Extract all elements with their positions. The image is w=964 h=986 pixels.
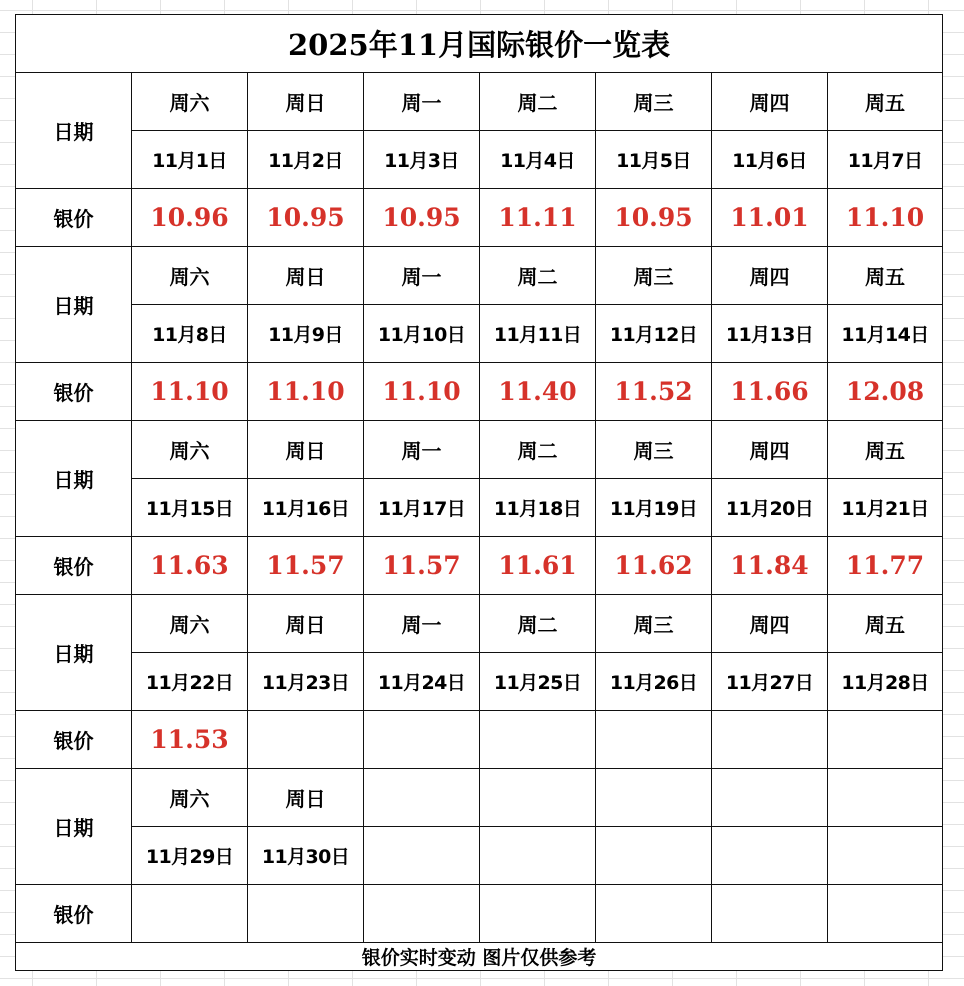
date-cell: 11月28日	[828, 653, 943, 711]
price-cell: 11.77	[828, 537, 943, 595]
weekday-cell	[596, 769, 712, 827]
price-row-label: 银价	[16, 537, 132, 595]
date-row-label: 日期	[16, 73, 132, 189]
date-row-label: 日期	[16, 247, 132, 363]
weekday-cell: 周二	[480, 247, 596, 305]
weekday-row	[16, 769, 943, 827]
price-cell: 11.01	[712, 189, 828, 247]
date-cell: 11月6日	[712, 131, 828, 189]
date-cell	[712, 827, 828, 885]
date-cell: 11月27日	[712, 653, 828, 711]
weekday-cell: 周六	[132, 595, 248, 653]
price-cell: 12.08	[828, 363, 943, 421]
date-cell: 11月1日	[132, 131, 248, 189]
date-cell: 11月30日	[248, 827, 364, 885]
price-cell	[480, 711, 596, 769]
date-cell: 11月13日	[712, 305, 828, 363]
weekday-cell: 周日	[248, 247, 364, 305]
date-cell: 11月8日	[132, 305, 248, 363]
weekday-cell	[828, 769, 943, 827]
price-cell: 10.95	[596, 189, 712, 247]
weekday-cell	[480, 769, 596, 827]
price-cell	[596, 885, 712, 943]
price-row	[16, 711, 943, 769]
date-row	[16, 479, 943, 537]
date-row-label: 日期	[16, 769, 132, 885]
price-cell	[712, 885, 828, 943]
weekday-cell: 周日	[248, 769, 364, 827]
date-cell: 11月4日	[480, 131, 596, 189]
price-cell	[480, 885, 596, 943]
price-cell: 11.40	[480, 363, 596, 421]
weekday-cell: 周二	[480, 73, 596, 131]
weekday-cell: 周五	[828, 421, 943, 479]
weekday-cell: 周二	[480, 421, 596, 479]
weekday-cell: 周三	[596, 247, 712, 305]
price-cell: 11.53	[132, 711, 248, 769]
weekday-cell: 周日	[248, 595, 364, 653]
weekday-cell: 周日	[248, 421, 364, 479]
date-cell: 11月21日	[828, 479, 943, 537]
date-cell: 11月15日	[132, 479, 248, 537]
date-cell: 11月17日	[364, 479, 480, 537]
date-cell	[364, 827, 480, 885]
date-cell: 11月24日	[364, 653, 480, 711]
date-cell: 11月16日	[248, 479, 364, 537]
date-cell: 11月22日	[132, 653, 248, 711]
price-cell: 11.61	[480, 537, 596, 595]
price-cell: 10.96	[132, 189, 248, 247]
weekday-cell: 周四	[712, 595, 828, 653]
price-cell: 11.10	[132, 363, 248, 421]
date-cell: 11月2日	[248, 131, 364, 189]
weekday-cell: 周一	[364, 595, 480, 653]
weekday-cell: 周四	[712, 247, 828, 305]
date-cell: 11月14日	[828, 305, 943, 363]
price-row	[16, 363, 943, 421]
weekday-row	[16, 595, 943, 653]
weekday-cell: 周三	[596, 73, 712, 131]
weekday-row	[16, 421, 943, 479]
weekday-cell: 周二	[480, 595, 596, 653]
weekday-row	[16, 73, 943, 131]
price-row	[16, 537, 943, 595]
date-row	[16, 653, 943, 711]
price-cell: 11.63	[132, 537, 248, 595]
weekday-row	[16, 247, 943, 305]
price-cell	[828, 711, 943, 769]
weekday-cell: 周五	[828, 247, 943, 305]
weekday-cell	[364, 769, 480, 827]
date-cell: 11月7日	[828, 131, 943, 189]
date-cell: 11月20日	[712, 479, 828, 537]
price-cell	[712, 711, 828, 769]
price-cell: 11.66	[712, 363, 828, 421]
weekday-cell: 周五	[828, 595, 943, 653]
price-row-label: 银价	[16, 189, 132, 247]
price-cell: 11.10	[364, 363, 480, 421]
date-cell: 11月25日	[480, 653, 596, 711]
price-row	[16, 885, 943, 943]
date-cell: 11月26日	[596, 653, 712, 711]
date-row	[16, 131, 943, 189]
weekday-cell: 周六	[132, 421, 248, 479]
weekday-cell: 周六	[132, 247, 248, 305]
price-cell	[596, 711, 712, 769]
date-cell: 11月23日	[248, 653, 364, 711]
weekday-cell: 周四	[712, 421, 828, 479]
date-cell	[828, 827, 943, 885]
price-cell: 11.52	[596, 363, 712, 421]
date-cell	[596, 827, 712, 885]
silver-price-table	[15, 14, 943, 971]
weekday-cell: 周一	[364, 247, 480, 305]
price-cell: 11.84	[712, 537, 828, 595]
weekday-cell: 周四	[712, 73, 828, 131]
price-cell: 11.62	[596, 537, 712, 595]
date-cell: 11月11日	[480, 305, 596, 363]
weekday-cell: 周三	[596, 421, 712, 479]
date-row-label: 日期	[16, 595, 132, 711]
date-row	[16, 827, 943, 885]
weekday-cell: 周六	[132, 769, 248, 827]
date-cell: 11月9日	[248, 305, 364, 363]
price-row	[16, 189, 943, 247]
date-cell: 11月18日	[480, 479, 596, 537]
weekday-cell: 周五	[828, 73, 943, 131]
price-cell	[828, 885, 943, 943]
price-row-label: 银价	[16, 711, 132, 769]
date-row	[16, 305, 943, 363]
price-cell: 11.11	[480, 189, 596, 247]
price-cell	[364, 885, 480, 943]
weekday-cell: 周六	[132, 73, 248, 131]
price-cell: 10.95	[248, 189, 364, 247]
date-cell: 11月19日	[596, 479, 712, 537]
price-cell: 11.57	[364, 537, 480, 595]
price-cell	[364, 711, 480, 769]
date-cell: 11月29日	[132, 827, 248, 885]
date-cell	[480, 827, 596, 885]
table-title: 2025年11月国际银价一览表	[16, 15, 943, 73]
price-cell	[132, 885, 248, 943]
price-row-label: 银价	[16, 363, 132, 421]
price-cell	[248, 885, 364, 943]
price-cell: 11.10	[828, 189, 943, 247]
date-cell: 11月5日	[596, 131, 712, 189]
weekday-cell: 周一	[364, 73, 480, 131]
price-cell	[248, 711, 364, 769]
weekday-cell: 周一	[364, 421, 480, 479]
weekday-cell: 周日	[248, 73, 364, 131]
price-cell: 10.95	[364, 189, 480, 247]
weekday-cell	[712, 769, 828, 827]
weekday-cell: 周三	[596, 595, 712, 653]
silver-price-sheet	[15, 14, 942, 969]
date-row-label: 日期	[16, 421, 132, 537]
date-cell: 11月10日	[364, 305, 480, 363]
price-row-label: 银价	[16, 885, 132, 943]
date-cell: 11月12日	[596, 305, 712, 363]
footer-note: 银价实时变动 图片仅供参考	[16, 943, 943, 971]
price-cell: 11.10	[248, 363, 364, 421]
date-cell: 11月3日	[364, 131, 480, 189]
price-cell: 11.57	[248, 537, 364, 595]
